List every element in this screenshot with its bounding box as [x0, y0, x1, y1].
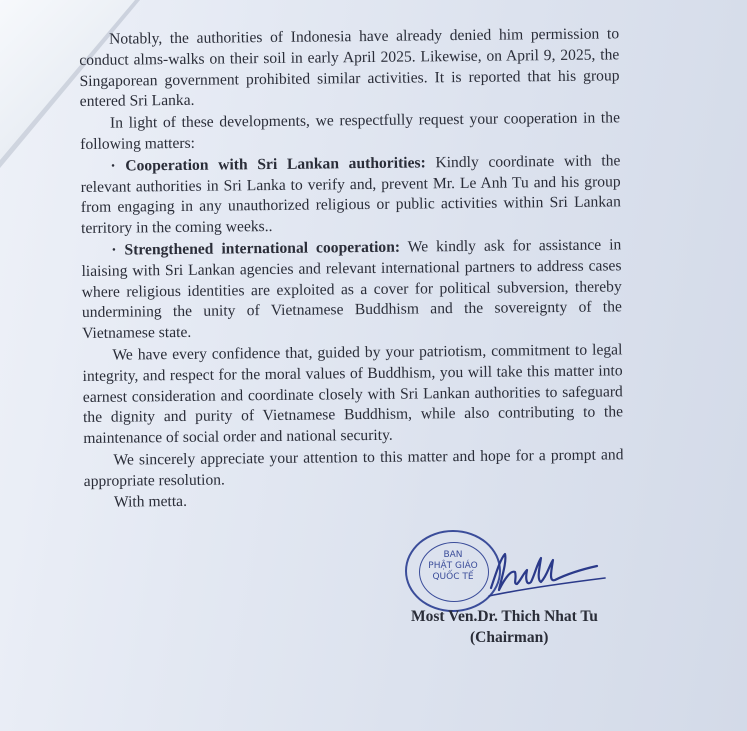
bullet-text-international: We kindly ask for assistance in liaising with Sri Lankan agencies and relevant international partners to address cases where religious identities are exploited as a cover for political subversion, thereby undermining the unity of Vietnamese Buddhism and the sovereignty of the Vietnamese state. [81, 236, 623, 343]
seal-line-1: BAN [443, 550, 463, 560]
paragraph-confidence: We have every confidence that, guided by your patriotism, commitment to legal integrity, and respect for the moral values of Buddhism, you will take this matter into earnest consideration and coordinate closely with Sri Lankan authorities to safeguard the dignity and purity of Vietnamese Buddhism, while also contributing to the maintenance of social order and national security. [82, 341, 624, 448]
seal-line-3: QUỐC TẾ [432, 572, 474, 582]
paragraph-request: In light of these developments, we respectfully request your cooperation in the following matters: [80, 109, 621, 153]
paragraph-indonesia-singapore: Notably, the authorities of Indonesia have already denied him permission to conduct alms-walks on their soil in early April 2025. Likewise, on April 9, 2025, the Singaporean government prohibited similar activities. It is reported that his group entered Sri Lanka. [79, 25, 620, 111]
bullet-cooperation-sri-lanka [80, 151, 621, 240]
signer-title: (Chairman) [470, 629, 549, 646]
bullet-title-international: · Strengthened international cooperation: [111, 238, 401, 259]
seal-line-2: PHẬT GIÁO [428, 561, 478, 571]
paragraph-appreciation: We sincerely appreciate your attention to this matter and hope for a prompt and appropriate resolution. [83, 446, 624, 490]
letter-body [79, 24, 624, 513]
handwritten-signature [487, 540, 607, 600]
signer-name: Most Ven.Dr. Thich Nhat Tu [411, 608, 598, 625]
signature-block [405, 530, 635, 660]
bullet-title-cooperation: · Cooperation with Sri Lankan authorities: [110, 154, 426, 175]
bullet-text-cooperation: Kindly coordinate with the relevant authorities in Sri Lanka to verify and, prevent Mr. Le Anh Tu and his group from engaging in any unauthorized religious or public activities within Sri Lankan territory in the coming weeks.. [80, 152, 621, 238]
bullet-international-cooperation [81, 235, 622, 345]
closing-salutation: With metta. [113, 492, 188, 511]
